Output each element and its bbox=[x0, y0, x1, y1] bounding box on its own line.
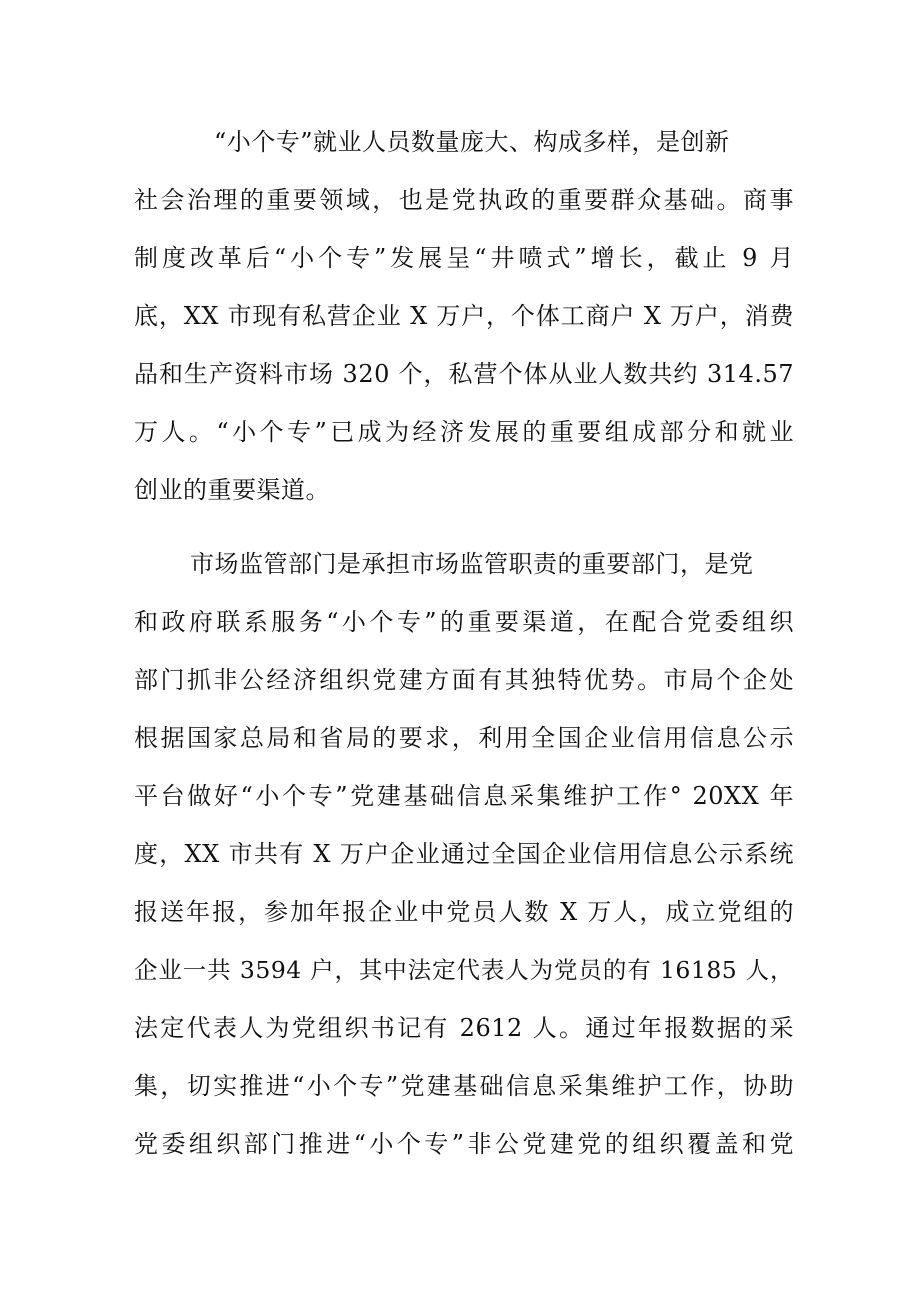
paragraph-line: 报送年报，参加年报企业中党员人数 X 万人，成立党组的 bbox=[134, 898, 794, 926]
paragraph-line: 万人。“小个专”已成为经济发展的重要组成部分和就业 bbox=[134, 418, 794, 446]
paragraph-line: 根据国家总局和省局的要求，利用全国企业信用信息公示 bbox=[134, 724, 794, 752]
paragraph-line: 平台做好“小个专”党建基础信息采集维护工作° 20XX 年 bbox=[134, 782, 794, 810]
paragraph-line: 度，XX 市共有 X 万户企业通过全国企业信用信息公示系统 bbox=[134, 840, 794, 868]
paragraph-line: 市场监管部门是承担市场监管职责的重要部门，是党 bbox=[190, 550, 754, 578]
paragraph-line: 品和生产资料市场 320 个，私营个体从业人数共约 314.57 bbox=[134, 360, 794, 388]
paragraph-line: 制度改革后“小个专”发展呈“井喷式”增长，截止 9 月 bbox=[134, 244, 794, 272]
paragraph-line: 和政府联系服务“小个专”的重要渠道，在配合党委组织 bbox=[134, 608, 794, 636]
paragraph-line: 创业的重要渠道。 bbox=[134, 476, 330, 504]
paragraph-line: 企业一共 3594 户，其中法定代表人为党员的有 16185 人， bbox=[134, 956, 794, 984]
paragraph-line: “小个专”就业人员数量庞大、构成多样，是创新 bbox=[214, 128, 730, 156]
paragraph-line: 底，XX 市现有私营企业 X 万户，个体工商户 X 万户，消费 bbox=[134, 302, 794, 330]
paragraph-line: 党委组织部门推进“小个专”非公党建党的组织覆盖和党 bbox=[134, 1130, 794, 1158]
paragraph-line: 部门抓非公经济组织党建方面有其独特优势。市局个企处 bbox=[134, 666, 794, 694]
paragraph-line: 集，切实推进“小个专”党建基础信息采集维护工作，协助 bbox=[134, 1072, 794, 1100]
paragraph-line: 法定代表人为党组织书记有 2612 人。通过年报数据的采 bbox=[134, 1014, 794, 1042]
paragraph-line: 社会治理的重要领域，也是党执政的重要群众基础。商事 bbox=[134, 186, 794, 214]
